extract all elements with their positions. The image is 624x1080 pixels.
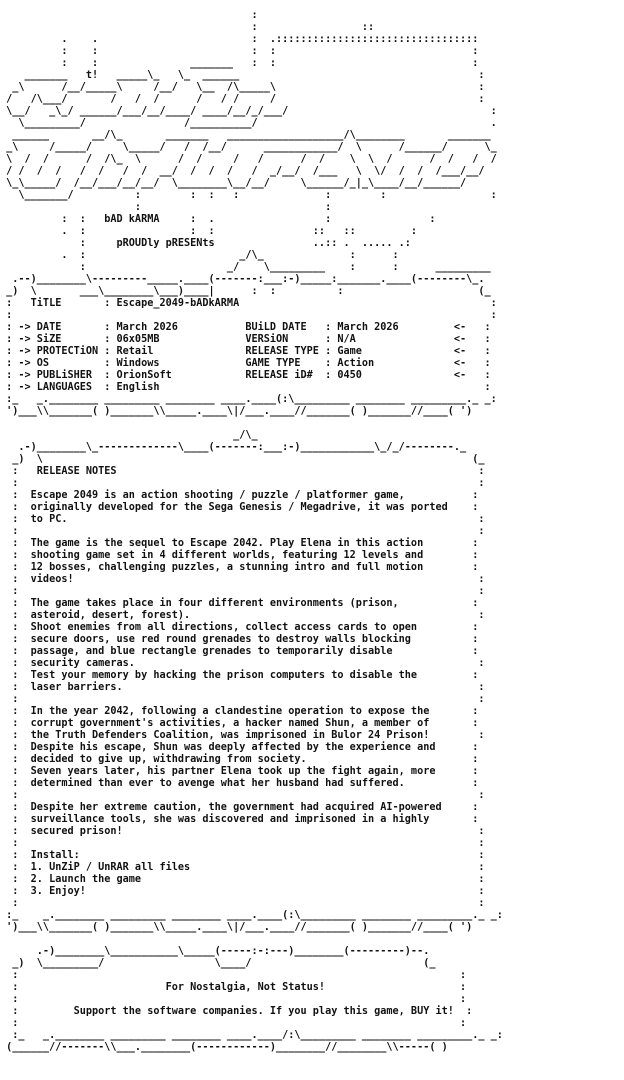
nfo-line: : For Nostalgia, Not Status! :: [0, 982, 467, 993]
nfo-line: : pROUDly pRESENts ..:: . ..... .:: [0, 238, 411, 249]
nfo-line: \_\_____/ /__/___/__/__/ \________\__/__/ \______/_|_\____/__/______/: [0, 178, 467, 189]
nfo-line: .-)________\___________\_____(-----:-:---)________(---------)--.: [0, 946, 430, 957]
nfo-line: : -> OS : Windows GAME TYPE : Action <- :: [0, 358, 491, 369]
nfo-line: : shooting game set in 4 different worlds, featuring 12 levels and :: [0, 550, 479, 561]
nfo-line: : :: [0, 586, 485, 597]
nfo-line: _/\_: [0, 430, 258, 441]
nfo-line: :_ _.________ _________ ________ ____.____/:\_________ ________ _________._ _:: [0, 1030, 503, 1041]
nfo-line: : :: [0, 790, 485, 801]
nfo-line: : :: [0, 898, 485, 909]
nfo-line: .-)________\_-------------\____(-------:___:-)____________\_/_/--------._: [0, 442, 467, 453]
nfo-line: : The game takes place in four different environments (prison, :: [0, 598, 479, 609]
nfo-line: : -> LANGUAGES : English :: [0, 382, 491, 393]
nfo-line: : surveillance tools, she was discovered and imprisoned in a highly :: [0, 814, 479, 825]
nfo-line: : 1. UnZiP / UnRAR all files :: [0, 862, 485, 873]
nfo-line: : Shoot enemies from all directions, collect access cards to open :: [0, 622, 479, 633]
nfo-line: : :: [0, 694, 485, 705]
nfo-line: : determined than ever to avenge what her husband had suffered. :: [0, 778, 479, 789]
nfo-line: : Support the software companies. If you play this game, BUY it! :: [0, 1006, 473, 1017]
nfo-line: : originally developed for the Sega Genesis / Megadrive, it was ported :: [0, 502, 479, 513]
nfo-line: ')___\\_______( )_______\\_____.____\|/___.____//_______( )_______//____( '): [0, 922, 473, 933]
nfo-line: : In the year 2042, following a clandestine operation to expose the :: [0, 706, 479, 717]
nfo-line: : the Truth Defenders Coalition, was imprisoned in Bulor 24 Prison! :: [0, 730, 485, 741]
nfo-line: \ / / / /\_ \ / / / / / / \ \ / / / / /: [0, 154, 497, 165]
nfo-line: : corrupt government's activities, a hacker named Shun, a member of :: [0, 718, 479, 729]
nfo-line: : :: [0, 202, 332, 213]
nfo-line: : Test your memory by hacking the prison computers to disable the :: [0, 670, 479, 681]
nfo-line: _\ /__/_____\ /__/ \__ /\_____\ :: [0, 82, 485, 93]
nfo-line: : laser barriers. :: [0, 682, 485, 693]
nfo-line: : Install: :: [0, 850, 485, 861]
nfo-line: . : : : :: :: :: [0, 226, 418, 237]
nfo-line: _\ /_____/ \_____/ / /__/ ____________/ \ /______/ \_: [0, 142, 497, 153]
nfo-line: \_______/ : : : : : : :: [0, 190, 497, 201]
nfo-line: : secure doors, use red round grenades to destroy walls blocking :: [0, 634, 479, 645]
nfo-line: : :: [0, 994, 467, 1005]
nfo-line: ')___\\_______( )_______\\_____.____\|/___.____//_______( )_______//____( '): [0, 406, 473, 417]
nfo-line: : -> SiZE : 06x05MB VERSiON : N/A <- :: [0, 334, 491, 345]
nfo-line: :_ _.________ _________ ________ ____.____(:\_________ ________ _________._ _:: [0, 394, 497, 405]
nfo-line: : ::: [0, 22, 375, 33]
nfo-line: : 12 bosses, challenging puzzles, a stunning intro and full motion :: [0, 562, 479, 573]
nfo-line: : Escape 2049 is an action shooting / puzzle / platformer game, :: [0, 490, 479, 501]
nfo-line: : The game is the sequel to Escape 2042. Play Elena in this action :: [0, 538, 479, 549]
nfo-line: : Seven years later, his partner Elena took up the fight again, more :: [0, 766, 479, 777]
nfo-line: : videos! :: [0, 574, 485, 585]
nfo-line: : _/ \_________ : : _________: [0, 262, 491, 273]
nfo-line: (______//-------\\___.________(------------)________//________\\-----( ): [0, 1042, 448, 1053]
nfo-line: _) \ ___\________\___)____| : : : (_: [0, 286, 491, 297]
nfo-line: [0, 418, 624, 430]
nfo-line: : to PC. :: [0, 514, 485, 525]
nfo-line: : :: [0, 838, 485, 849]
nfo-line: : :: [0, 970, 467, 981]
nfo-line: : -> DATE : March 2026 BUiLD DATE : March 2026 <- :: [0, 322, 491, 333]
nfo-line: _) \ (_: [0, 454, 485, 465]
nfo-line: ______ __/\_ _______ ___________________/\________ _______: [0, 130, 491, 141]
nfo-line: : -> PUBLiSHER : OrionSoft RELEASE iD# : 0450 <- :: [0, 370, 491, 381]
nfo-line: :_ _.________ _________ ________ ____.____(:\_________ ________ _________._ _:: [0, 910, 503, 921]
nfo-line: : : _______ : : :: [0, 58, 479, 69]
nfo-line: : passage, and blue rectangle grenades to temporarily disable :: [0, 646, 479, 657]
nfo-line: : :: [0, 310, 497, 321]
nfo-line: : -> PROTECTiON : Retail RELEASE TYPE : Game <- :: [0, 346, 491, 357]
nfo-line: : security cameras. :: [0, 658, 485, 669]
nfo-line: / /\___/ / / / / / / / :: [0, 94, 485, 105]
nfo-line: \__/ _\_/ ______/___/__/____/ ____/__/_/___/ :: [0, 106, 497, 117]
nfo-line: : secured prison! :: [0, 826, 485, 837]
nfo-line: : : bAD kARMA : . : :: [0, 214, 436, 225]
nfo-line: . : _/\_ : :: [0, 250, 399, 261]
nfo-line: : : : : :: [0, 46, 479, 57]
nfo-line: _) \_________/ \____/ (_: [0, 958, 436, 969]
nfo-line: : Despite her extreme caution, the government had acquired AI-powered :: [0, 802, 479, 813]
nfo-line: : 3. Enjoy! :: [0, 886, 485, 897]
nfo-line: : :: [0, 1018, 467, 1029]
nfo-line: / / / / / / / / __/ / / / / _/__/ /___ \ \/ / / /___/__/: [0, 166, 485, 177]
nfo-line: : asteroid, desert, forest). :: [0, 610, 485, 621]
nfo-line: : :: [0, 526, 485, 537]
nfo-line: : TiTLE : Escape_2049-bADkARMA :: [0, 298, 497, 309]
nfo-line: .--)________\---------_____.____(-------:___:-)_____:_______.____(--------\_.: [0, 274, 485, 285]
nfo-line: :: [0, 10, 258, 21]
nfo-line: : RELEASE NOTES :: [0, 466, 485, 477]
nfo-line: . . : .:::::::::::::::::::::::::::::::::: [0, 34, 479, 45]
nfo-line: [0, 934, 624, 946]
nfo-line: : :: [0, 478, 485, 489]
nfo-line: : 2. Launch the game :: [0, 874, 485, 885]
nfo-line: : decided to give up, withdrawing from society. :: [0, 754, 479, 765]
nfo-line: _______ t! _____\_ \_ ______ :: [0, 70, 485, 81]
nfo-line: \_________/ /__________/ .: [0, 118, 497, 129]
nfo-line: : Despite his escape, Shun was deeply affected by the experience and :: [0, 742, 479, 753]
